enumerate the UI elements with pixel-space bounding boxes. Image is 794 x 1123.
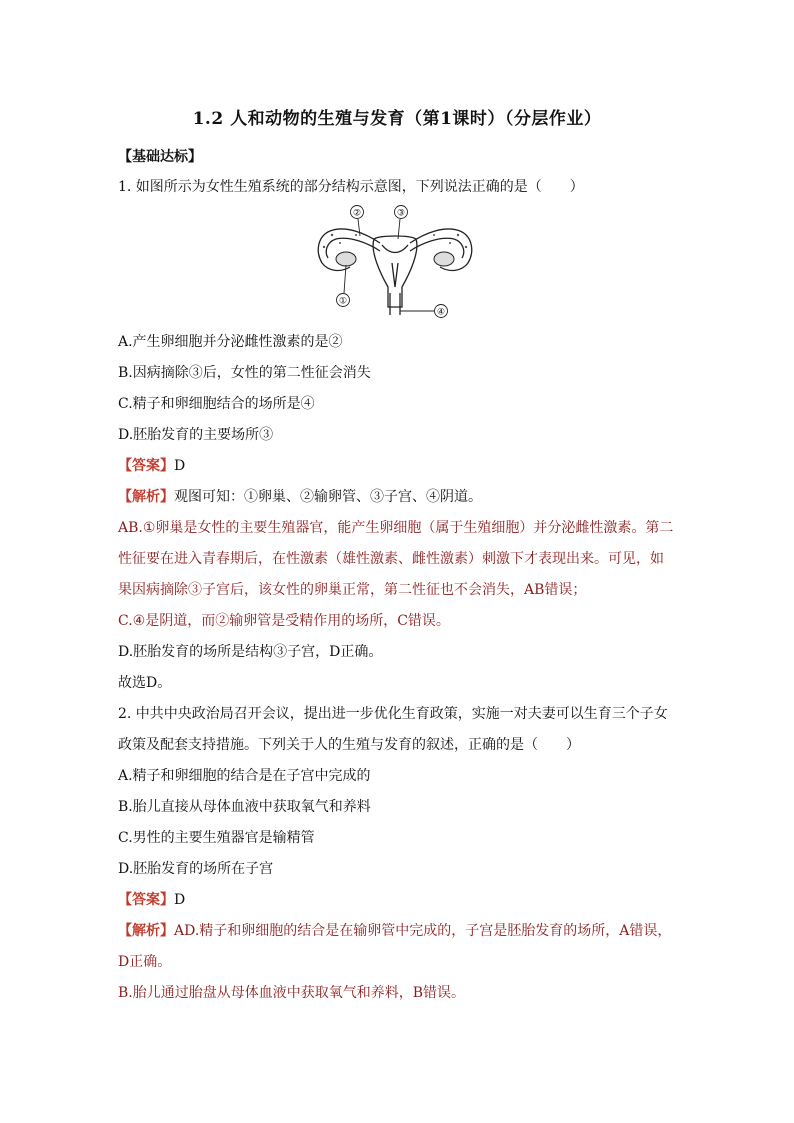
label-2: ② <box>352 208 362 219</box>
q2-analysis: 【解析】AD.精子和卵细胞的结合是在输卵管中完成的，子宫是胚胎发育的场所，A错误， <box>118 923 672 939</box>
page-title: 1.2 人和动物的生殖与发育（第1课时）（分层作业） <box>192 109 602 129</box>
label-4: ④ <box>436 307 446 318</box>
section-heading: 【基础达标】 <box>118 149 202 165</box>
q2-answer <box>118 889 678 909</box>
q2-stem: 2. 中共中央政治局召开会议，提出进一步优化生育政策，实施一对夫妻可以生育三个子女 <box>118 706 668 722</box>
q1-analysis-line: AB.①卵巢是女性的主要生殖器官，能产生卵细胞（属于生殖细胞）并分泌雌性激素。第二 <box>118 520 674 536</box>
q1-analysis-intro: 【解析】观图可知：①卵巢、②输卵管、③子宫、④阴道。 <box>118 489 482 505</box>
q2-option-d: D.胚胎发育的场所在子宫 <box>118 861 274 877</box>
q1-analysis-tag: 【解析】 <box>118 489 174 505</box>
ovary-right <box>434 252 454 266</box>
q1-option-a: A.产生卵细胞并分泌雌性激素的是② <box>118 334 343 350</box>
q1-option-d: D.胚胎发育的主要场所③ <box>118 427 274 443</box>
q2-analysis-tag: 【解析】 <box>118 923 174 939</box>
q1-conclusion: 故选D。 <box>118 675 172 691</box>
q1-stem: 1. 如图所示为女性生殖系统的部分结构示意图，下列说法正确的是（ ） <box>118 179 584 195</box>
q2-analysis-line: D正确。 <box>118 954 172 970</box>
q2-analysis-line: B.胎儿通过胎盘从母体血液中获取氧气和养料，B错误。 <box>118 985 466 1001</box>
q1-option-b: B.因病摘除③后，女性的第二性征会消失 <box>118 365 371 381</box>
label-1: ① <box>338 296 348 307</box>
q1-analysis-line: D.胚胎发育的场所是结构③子宫，D正确。 <box>118 644 383 660</box>
q1-answer-tag: 【答案】 <box>118 458 174 474</box>
q1-answer-value: D <box>174 458 186 474</box>
reproductive-system-diagram <box>310 203 480 321</box>
q2-option-a: A.精子和卵细胞的结合是在子宫中完成的 <box>118 768 371 784</box>
q2-answer-tag: 【答案】 <box>118 892 174 908</box>
q1-analysis-line: 果因病摘除③子宫后，该女性的卵巢正常，第二性征也不会消失，AB错误； <box>118 582 587 598</box>
label-3: ③ <box>396 208 406 219</box>
q2-option-c: C.男性的主要生殖器官是输精管 <box>118 830 315 846</box>
uterus <box>373 236 417 307</box>
q2-stem: 政策及配套支持措施。下列关于人的生殖与发育的叙述，正确的是（ ） <box>118 737 580 753</box>
q1-analysis-line: C.④是阴道，而②输卵管是受精作用的场所，C错误。 <box>118 613 450 629</box>
q1-option-c: C.精子和卵细胞结合的场所是④ <box>118 396 315 412</box>
q2-option-b: B.胎儿直接从母体血液中获取氧气和养料 <box>118 799 371 815</box>
q1-analysis-line: 性征要在进入青春期后，在性激素（雄性激素、雌性激素）刺激下才表现出来。可见，如 <box>118 551 664 567</box>
ovary-left <box>336 252 356 266</box>
q1-answer <box>118 455 678 475</box>
q2-answer-value: D <box>174 892 186 908</box>
